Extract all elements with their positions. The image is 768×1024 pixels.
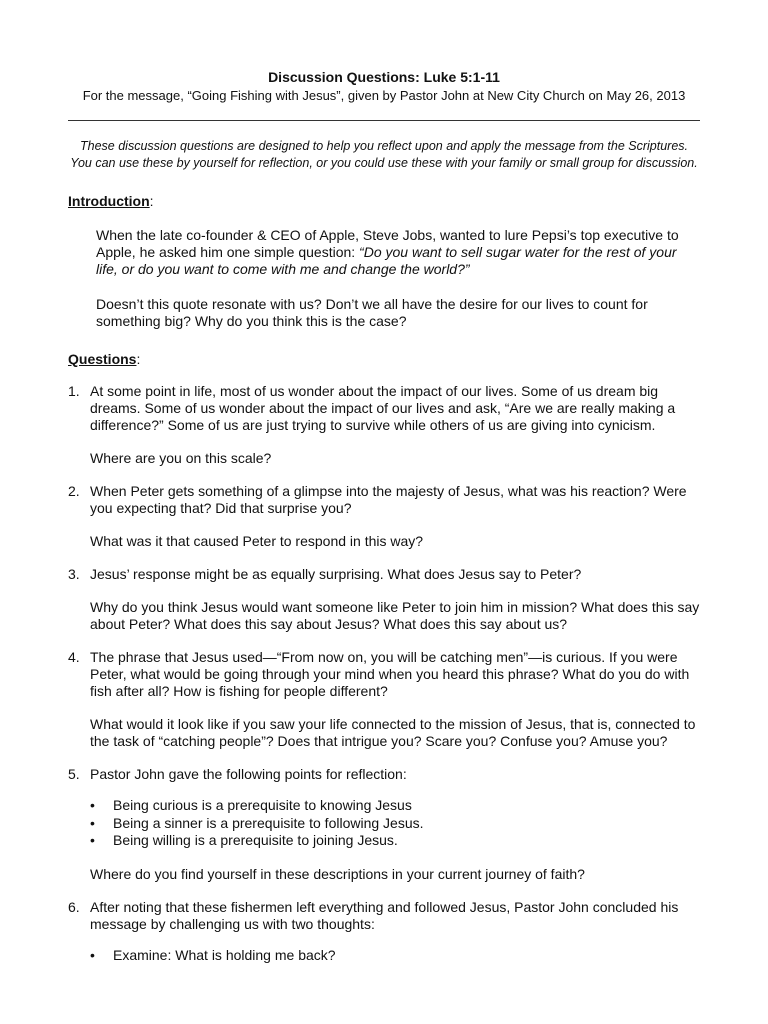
question-number: 1. bbox=[68, 383, 80, 399]
question-text: At some point in life, most of us wonder about the impact of our lives. Some of us dream big dreams. Some of us wonder about the impact of our lives and ask, “Are we are really making a difference?” Some of us are just trying to survive while others of us are giving into cynicism. bbox=[90, 383, 676, 433]
question-text: Pastor John gave the following points for reflection: bbox=[90, 766, 407, 782]
question-item bbox=[68, 383, 700, 467]
question-number: 2. bbox=[68, 483, 80, 499]
bullet-item bbox=[90, 797, 700, 815]
bullet-item bbox=[90, 947, 700, 965]
question-followup: Why do you think Jesus would want someone like Peter to join him in mission? What does this say about Peter? What does this say about Jesus? What does this say about us? bbox=[90, 599, 700, 632]
jobs-quote: “Do you want to sell sugar water for the rest of your life, or do you want to come with me and change the world?” bbox=[96, 244, 677, 277]
introduction-paragraph: Doesn’t this quote resonate with us? Don’t we all have the desire for our lives to count for something big? Why do you think this is the case? bbox=[96, 296, 648, 329]
challenge-thoughts-list bbox=[90, 947, 700, 965]
bullet-text: Being a sinner is a prerequisite to following Jesus. bbox=[113, 814, 424, 831]
question-item bbox=[68, 766, 700, 883]
question-followup: Where do you find yourself in these descriptions in your current journey of faith? bbox=[90, 865, 585, 882]
introduction-heading-text: Introduction bbox=[68, 193, 150, 209]
question-item bbox=[68, 483, 700, 550]
question-number: 5. bbox=[68, 766, 80, 782]
questions-list bbox=[68, 383, 700, 964]
header-divider bbox=[68, 120, 700, 121]
bullet-item bbox=[90, 832, 700, 850]
intro-note bbox=[68, 138, 700, 172]
document-subtitle: For the message, “Going Fishing with Jesus”, given by Pastor John at New City Church on May 26, 2013 bbox=[82, 88, 686, 103]
document-title: Discussion Questions: Luke 5:1-11 bbox=[268, 69, 500, 85]
bullet-icon: • bbox=[90, 797, 95, 813]
reflection-points-list bbox=[90, 797, 700, 850]
intro-note-line: These discussion questions are designed to help you reflect upon and apply the message from the Scriptures. bbox=[80, 139, 688, 153]
question-item bbox=[68, 649, 700, 750]
bullet-item bbox=[90, 815, 700, 833]
bullet-text: Examine: What is holding me back? bbox=[113, 946, 336, 963]
questions-heading-text: Questions bbox=[68, 351, 137, 367]
introduction-heading bbox=[68, 192, 700, 210]
bullet-text: Being curious is a prerequisite to knowing Jesus bbox=[113, 797, 412, 813]
question-text: After noting that these fishermen left everything and followed Jesus, Pastor John concluded his message by challenging us with two thoughts: bbox=[90, 898, 679, 932]
question-item bbox=[68, 566, 700, 633]
question-number: 4. bbox=[68, 649, 80, 665]
introduction-body bbox=[96, 227, 700, 330]
bullet-icon: • bbox=[90, 832, 95, 848]
heading-colon: : bbox=[149, 193, 154, 209]
question-followup: What would it look like if you saw your life connected to the mission of Jesus, that is, connected to the task of “catching people”? Does that intrigue you? Scare you? Confuse you? Amuse you? bbox=[90, 716, 696, 749]
introduction-paragraph bbox=[96, 227, 700, 278]
question-followup: What was it that caused Peter to respond in this way? bbox=[90, 533, 424, 549]
question-text: The phrase that Jesus used—“From now on, you will be catching men”—is curious. If you were Peter, what would be going through your mind when you heard this phrase? What do you do with fish after all? How is fishing for people different? bbox=[90, 649, 690, 699]
question-number: 6. bbox=[68, 898, 80, 915]
question-followup: Where are you on this scale? bbox=[90, 450, 272, 466]
intro-note-line: You can use these by yourself for reflection, or you could use these with your family or small group for discussion. bbox=[70, 156, 698, 170]
introduction-lead: When the late co-founder & CEO of Apple, Steve Jobs, wanted to lure Pepsi’s top executive to Apple, he asked him one simple question: bbox=[96, 227, 679, 260]
questions-heading bbox=[68, 350, 700, 368]
bullet-icon: • bbox=[90, 814, 95, 831]
question-text: When Peter gets something of a glimpse into the majesty of Jesus, what was his reaction? Were you expecting that? Did that surprise you? bbox=[90, 483, 687, 516]
bullet-icon: • bbox=[90, 946, 95, 963]
question-text: Jesus’ response might be as equally surprising. What does Jesus say to Peter? bbox=[90, 566, 582, 582]
heading-colon: : bbox=[136, 351, 141, 367]
question-number: 3. bbox=[68, 566, 80, 582]
question-item bbox=[68, 899, 700, 965]
bullet-text: Being willing is a prerequisite to joining Jesus. bbox=[113, 832, 398, 848]
